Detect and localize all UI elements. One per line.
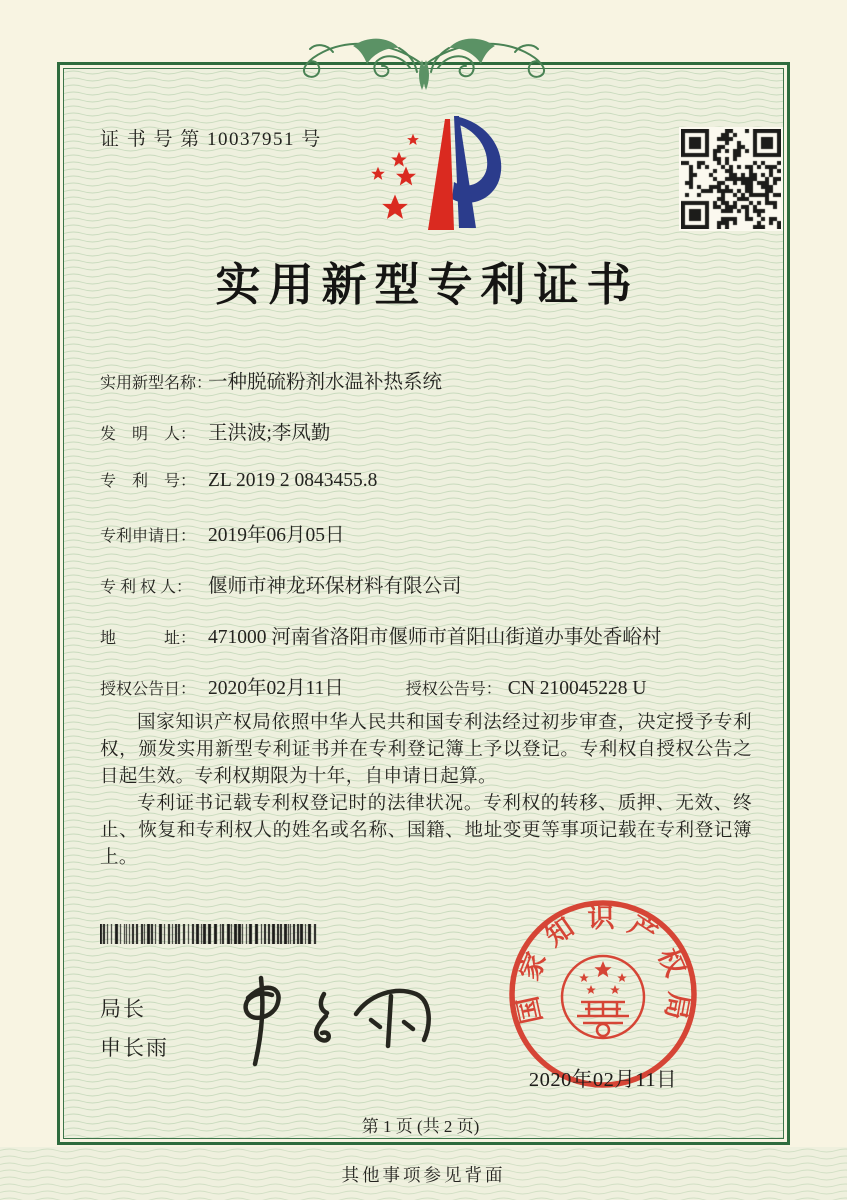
- qr-code: [679, 127, 783, 231]
- field-utility-model-name: [100, 366, 442, 394]
- field-label: 授权公告号：: [405, 681, 502, 698]
- field-value: 偃师市神龙环保材料有限公司: [208, 576, 462, 597]
- legal-paragraph-1: 国家知识产权局依照中华人民共和国专利法经过初步审查，决定授予专利权，颁发实用新型专利证书并在专利登记簿上予以登记。专利权自授权公告之日起生效。专利权期限为十年，自申请日起算。: [100, 713, 752, 787]
- cnipa-patent-logo-icon: [350, 110, 502, 240]
- field-label: 实用新型名称：: [100, 375, 213, 392]
- field-value: 2019年06月05日: [208, 525, 345, 546]
- field-value: 一种脱硫粉剂水温补热系统: [208, 372, 443, 393]
- floral-ornament-icon: [289, 30, 559, 96]
- director-signature-icon: [228, 972, 440, 1070]
- certificate-number: 证 书 号 第 10037951 号: [100, 129, 322, 150]
- barcode: [100, 924, 318, 944]
- field-application-date: [100, 519, 345, 547]
- director-name: 申长雨: [100, 1036, 169, 1060]
- back-side-note: 其他事项参见背面: [341, 1165, 506, 1185]
- seal-date: 2020年02月11日: [528, 1069, 678, 1091]
- field-label: 专利申请日：: [100, 528, 197, 545]
- field-label: 专 利 权 人：: [100, 579, 193, 596]
- field-value: 471000 河南省洛阳市偃师市首阳山街道办事处香峪村: [208, 627, 662, 648]
- field-value: CN 210045228 U: [507, 678, 647, 699]
- certificate-title: 实用新型专利证书: [215, 260, 640, 310]
- page-indicator: 第 1 页 (共 2 页): [361, 1117, 480, 1136]
- field-value: ZL 2019 2 0843455.8: [208, 470, 378, 491]
- field-value: 2020年02月11日: [208, 678, 344, 699]
- field-label: 授权公告日：: [100, 681, 197, 698]
- field-label: 发 明 人：: [100, 426, 197, 443]
- field-inventor: [100, 417, 330, 445]
- legal-paragraph-2: 专利证书记载专利权登记时的法律状况。专利权的转移、质押、无效、终止、恢复和专利权人的姓名或名称、国籍、地址变更等事项记载在专利登记簿上。: [100, 794, 752, 868]
- field-label: 地 址：: [100, 630, 197, 647]
- field-address: [100, 621, 661, 649]
- field-patent-number: [100, 468, 377, 492]
- legal-text: [100, 710, 752, 872]
- field-value: 王洪波;李凤勤: [208, 423, 331, 444]
- field-label: 专 利 号：: [100, 473, 197, 490]
- director-title: 局长: [100, 997, 146, 1021]
- seal-text: 国家知识产权局: [511, 902, 695, 1027]
- field-grant-announcement: [100, 672, 646, 700]
- field-patentee: [100, 570, 462, 598]
